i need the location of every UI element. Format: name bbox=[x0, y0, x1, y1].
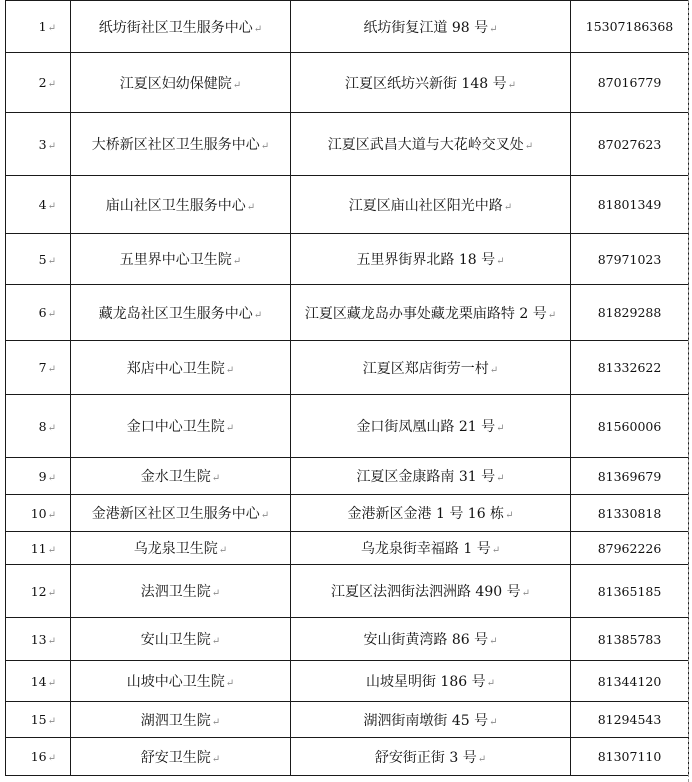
facility-address: 舒安街正街 3 号↵ bbox=[291, 738, 571, 776]
row-number: 14↵ bbox=[6, 661, 71, 702]
table-row bbox=[6, 618, 689, 661]
facility-phone: 87027623 bbox=[571, 113, 689, 176]
row-number: 16↵ bbox=[6, 738, 71, 776]
return-mark: ↵ bbox=[47, 201, 56, 212]
facility-address: 江夏区武昌大道与大花岭交叉处↵ bbox=[291, 113, 571, 176]
row-number: 3↵ bbox=[6, 113, 71, 176]
facility-address: 江夏区纸坊兴新街 148 号↵ bbox=[291, 53, 571, 113]
return-mark: ↵ bbox=[47, 79, 56, 90]
return-mark: ↵ bbox=[47, 255, 56, 267]
return-mark: ↵ bbox=[547, 309, 557, 321]
table-row bbox=[6, 495, 689, 532]
facility-name: 大桥新区社区卫生服务中心↵ bbox=[71, 113, 291, 176]
return-mark: ↵ bbox=[489, 23, 498, 35]
facility-address: 江夏区庙山社区阳光中路↵ bbox=[291, 176, 571, 234]
row-number: 9↵ bbox=[6, 458, 71, 495]
table-row bbox=[6, 661, 689, 702]
return-mark: ↵ bbox=[253, 23, 263, 35]
facility-name: 舒安卫生院↵ bbox=[71, 738, 291, 776]
table-row bbox=[6, 395, 689, 458]
table-row bbox=[6, 702, 689, 738]
facility-phone: 81294543 bbox=[571, 702, 689, 738]
return-mark: ↵ bbox=[503, 201, 513, 213]
return-mark: ↵ bbox=[232, 256, 242, 267]
return-mark: ↵ bbox=[47, 635, 56, 647]
facility-name: 纸坊街社区卫生服务中心↵ bbox=[71, 1, 291, 53]
facility-address: 江夏区法泗街法泗洲路 490 号↵ bbox=[291, 565, 571, 618]
facility-phone: 81307110 bbox=[571, 738, 689, 776]
facility-address: 湖泗街南墩街 45 号↵ bbox=[291, 702, 571, 738]
facility-phone: 81801349 bbox=[571, 176, 689, 234]
facility-address: 乌龙泉街幸福路 1 号↵ bbox=[291, 532, 571, 565]
facility-address: 安山街黄湾路 86 号↵ bbox=[291, 618, 571, 661]
return-mark: ↵ bbox=[246, 201, 256, 213]
return-mark: ↵ bbox=[47, 472, 56, 484]
facility-phone: 81332622 bbox=[571, 341, 689, 395]
row-number: 5↵ bbox=[6, 234, 71, 285]
return-mark: ↵ bbox=[489, 716, 498, 728]
facility-name: 法泗卫生院↵ bbox=[71, 565, 291, 618]
facility-address: 金港新区金港 1 号 16 栋↵ bbox=[291, 495, 571, 532]
facility-name: 湖泗卫生院↵ bbox=[71, 702, 291, 738]
return-mark: ↵ bbox=[260, 510, 270, 521]
table-row bbox=[6, 532, 689, 565]
row-number: 1↵ bbox=[6, 1, 71, 53]
table-row bbox=[6, 113, 689, 176]
return-mark: ↵ bbox=[496, 423, 505, 434]
row-number: 2↵ bbox=[6, 53, 71, 113]
facility-name: 江夏区妇幼保健院↵ bbox=[71, 53, 291, 113]
facility-phone: 81829288 bbox=[571, 285, 689, 341]
return-mark: ↵ bbox=[218, 545, 228, 556]
return-mark: ↵ bbox=[47, 422, 56, 434]
row-number: 7↵ bbox=[6, 341, 71, 395]
row-number: 11↵ bbox=[6, 532, 71, 565]
row-number: 8↵ bbox=[6, 395, 71, 458]
return-mark: ↵ bbox=[260, 141, 270, 152]
facility-address: 江夏区藏龙岛办事处藏龙栗庙路特 2 号↵ bbox=[291, 285, 571, 341]
return-mark: ↵ bbox=[477, 753, 487, 765]
page-edge bbox=[688, 0, 692, 782]
return-mark: ↵ bbox=[47, 677, 56, 689]
facility-address: 纸坊街复江道 98 号↵ bbox=[291, 1, 571, 53]
facility-address: 江夏区郑店街劳一村↵ bbox=[291, 341, 571, 395]
facility-name: 金口中心卫生院↵ bbox=[71, 395, 291, 458]
row-number: 12↵ bbox=[6, 565, 71, 618]
facility-address: 山坡星明街 186 号↵ bbox=[291, 661, 571, 702]
facility-name: 山坡中心卫生院↵ bbox=[71, 661, 291, 702]
facility-name: 金港新区社区卫生服务中心↵ bbox=[71, 495, 291, 532]
return-mark: ↵ bbox=[225, 364, 235, 376]
facility-phone: 81385783 bbox=[571, 618, 689, 661]
facility-address: 江夏区金康路南 31 号↵ bbox=[291, 458, 571, 495]
row-number: 10↵ bbox=[6, 495, 71, 532]
facility-phone: 81369679 bbox=[571, 458, 689, 495]
return-mark: ↵ bbox=[489, 364, 499, 376]
return-mark: ↵ bbox=[47, 544, 56, 556]
facility-name: 安山卫生院↵ bbox=[71, 618, 291, 661]
table-body bbox=[6, 1, 689, 776]
return-mark: ↵ bbox=[47, 587, 56, 599]
facility-phone: 87971023 bbox=[571, 234, 689, 285]
return-mark: ↵ bbox=[486, 678, 495, 689]
facility-name: 藏龙岛社区卫生服务中心↵ bbox=[71, 285, 291, 341]
table-row bbox=[6, 565, 689, 618]
facility-name: 五里界中心卫生院↵ bbox=[71, 234, 291, 285]
facility-address: 五里界街界北路 18 号↵ bbox=[291, 234, 571, 285]
return-mark: ↵ bbox=[225, 678, 235, 689]
return-mark: ↵ bbox=[47, 753, 56, 764]
return-mark: ↵ bbox=[211, 588, 221, 599]
row-number: 4↵ bbox=[6, 176, 71, 234]
facility-phone: 81330818 bbox=[571, 495, 689, 532]
row-number: 6↵ bbox=[6, 285, 71, 341]
return-mark: ↵ bbox=[496, 473, 505, 484]
facility-phone: 15307186368 bbox=[571, 1, 689, 53]
return-mark: ↵ bbox=[521, 588, 530, 599]
facility-phone: 81344120 bbox=[571, 661, 689, 702]
return-mark: ↵ bbox=[47, 364, 56, 375]
table-row bbox=[6, 234, 689, 285]
return-mark: ↵ bbox=[211, 753, 221, 765]
return-mark: ↵ bbox=[489, 636, 498, 647]
return-mark: ↵ bbox=[524, 141, 534, 152]
facility-phone: 87016779 bbox=[571, 53, 689, 113]
return-mark: ↵ bbox=[47, 716, 56, 727]
table-row bbox=[6, 341, 689, 395]
health-center-table bbox=[5, 0, 689, 776]
return-mark: ↵ bbox=[211, 716, 221, 728]
return-mark: ↵ bbox=[47, 140, 56, 152]
return-mark: ↵ bbox=[211, 636, 221, 647]
row-number: 15↵ bbox=[6, 702, 71, 738]
facility-address: 金口街凤凰山路 21 号↵ bbox=[291, 395, 571, 458]
facility-phone: 87962226 bbox=[571, 532, 689, 565]
table-row bbox=[6, 1, 689, 53]
return-mark: ↵ bbox=[47, 23, 56, 34]
facility-phone: 81560006 bbox=[571, 395, 689, 458]
table-row bbox=[6, 285, 689, 341]
return-mark: ↵ bbox=[47, 309, 56, 320]
return-mark: ↵ bbox=[211, 473, 221, 484]
table-row bbox=[6, 738, 689, 776]
table-row bbox=[6, 176, 689, 234]
facility-name: 金水卫生院↵ bbox=[71, 458, 291, 495]
return-mark: ↵ bbox=[491, 545, 501, 556]
return-mark: ↵ bbox=[225, 423, 235, 434]
table-row bbox=[6, 458, 689, 495]
return-mark: ↵ bbox=[505, 510, 514, 521]
row-number: 13↵ bbox=[6, 618, 71, 661]
facility-name: 庙山社区卫生服务中心↵ bbox=[71, 176, 291, 234]
facility-phone: 81365185 bbox=[571, 565, 689, 618]
return-mark: ↵ bbox=[47, 509, 56, 521]
return-mark: ↵ bbox=[496, 256, 505, 267]
facility-name: 乌龙泉卫生院↵ bbox=[71, 532, 291, 565]
return-mark: ↵ bbox=[253, 309, 263, 321]
facility-name: 郑店中心卫生院↵ bbox=[71, 341, 291, 395]
return-mark: ↵ bbox=[232, 79, 242, 91]
table-row bbox=[6, 53, 689, 113]
return-mark: ↵ bbox=[507, 79, 516, 91]
